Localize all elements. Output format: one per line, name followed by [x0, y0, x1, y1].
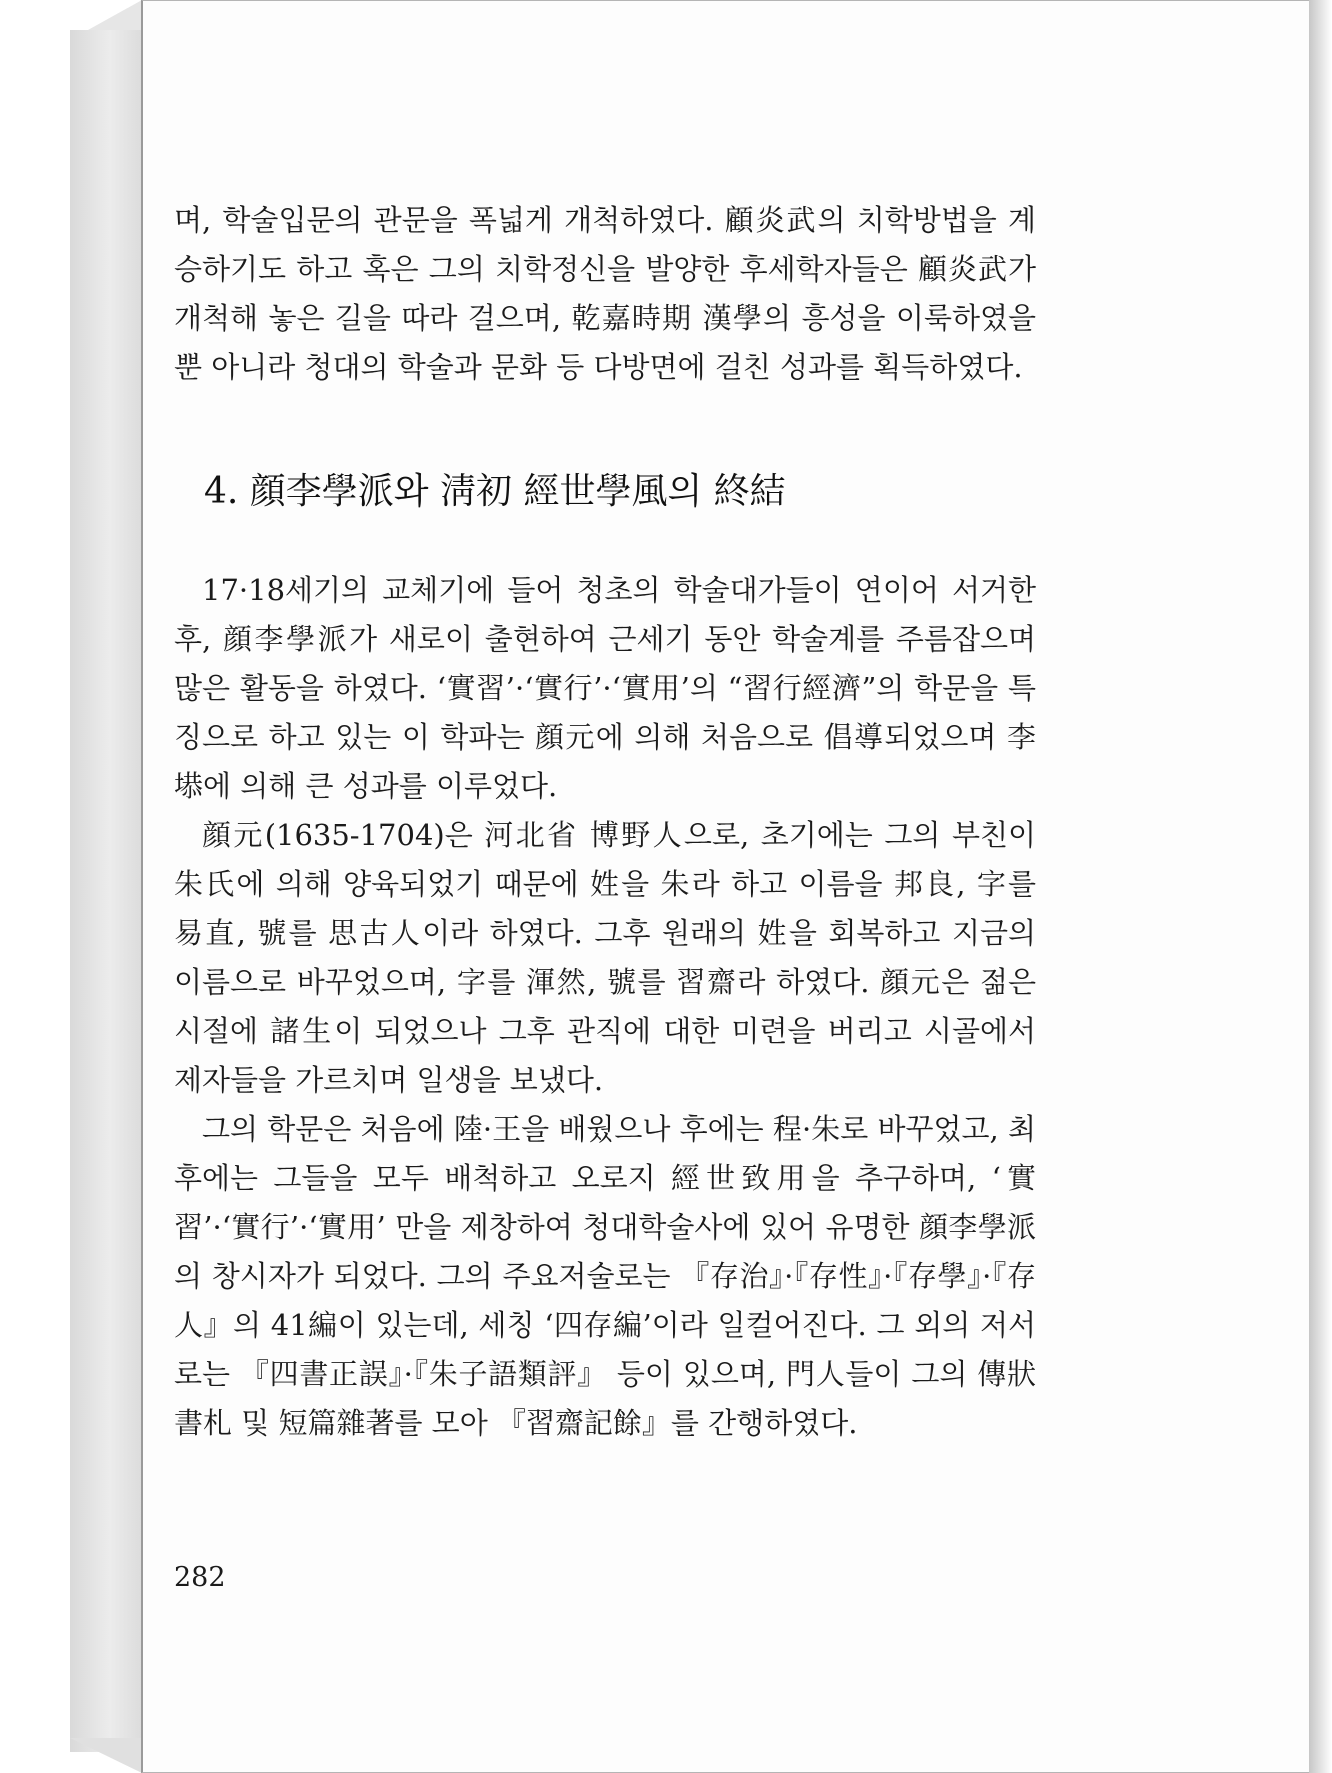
- book-spine: [70, 30, 142, 1752]
- paragraph-continued: 며, 학술입문의 관문을 폭넓게 개척하였다. 顧炎武의 치학방법을 계승하기도 하고 혹은 그의 치학정신을 발양한 후세학자들은 顧炎武가 개척해 놓은 길을 따라 걸으며, 乾嘉時期 漢學의 흥성을 이룩하였을 뿐 아니라 청대의 학술과 문화 등 다방면에 걸친 성과를 획득하였다.: [174, 203, 1036, 384]
- page-edge-shadow: [1309, 0, 1332, 1773]
- paragraph: 17·18세기의 교체기에 들어 청초의 학술대가들이 연이어 서거한 후, 顔李學派가 새로이 출현하여 근세기 동안 학술계를 주름잡으며 많은 활동을 하였다. ‘實習’·‘實行’·‘實用’의 “習行經濟”의 학문을 특징으로 하고 있는 이 학파는 顔元에 의해 처음으로 倡導되었으며 李塨에 의해 큰 성과를 이루었다.: [174, 573, 1036, 803]
- book-spine-bottom: [70, 1738, 142, 1773]
- paragraph: 顔元(1635-1704)은 河北省 博野人으로, 초기에는 그의 부친이 朱氏에 의해 양육되었기 때문에 姓을 朱라 하고 이름을 邦良, 字를 易直, 號를 思古人이라 하였다. 그후 원래의 姓을 회복하고 지금의 이름으로 바꾸었으며, 字를 渾然, 號를 習齋라 하였다. 顔元은 젊은 시절에 諸生이 되었으나 그후 관직에 대한 미련을 버리고 시골에서 제자들을 가르치며 일생을 보냈다.: [174, 818, 1036, 1097]
- page-number: 282: [174, 1562, 226, 1593]
- spacer: [174, 516, 1036, 566]
- page-text-block: [174, 196, 1036, 1448]
- spacer: [174, 392, 1036, 468]
- section-heading: 4. 顔李學派와 淸初 經世學風의 終結: [204, 471, 786, 512]
- paragraph: 그의 학문은 처음에 陸·王을 배웠으나 후에는 程·朱로 바꾸었고, 최후에는 그들을 모두 배척하고 오로지 經世致用을 추구하며, ‘實習’·‘實行’·‘實用’ 만을 제창하여 청대학술사에 있어 유명한 顔李學派의 창시자가 되었다. 그의 주요저술로는 『存治』·『存性』·『存學』·『存人』의 41編이 있는데, 세칭 ‘四存編’이라 일컬어진다. 그 외의 저서로는 『四書正誤』·『朱子語類評』 등이 있으며, 門人들이 그의 傳狀書札 및 短篇雜著를 모아 『習齋記餘』를 간행하였다.: [174, 1112, 1036, 1440]
